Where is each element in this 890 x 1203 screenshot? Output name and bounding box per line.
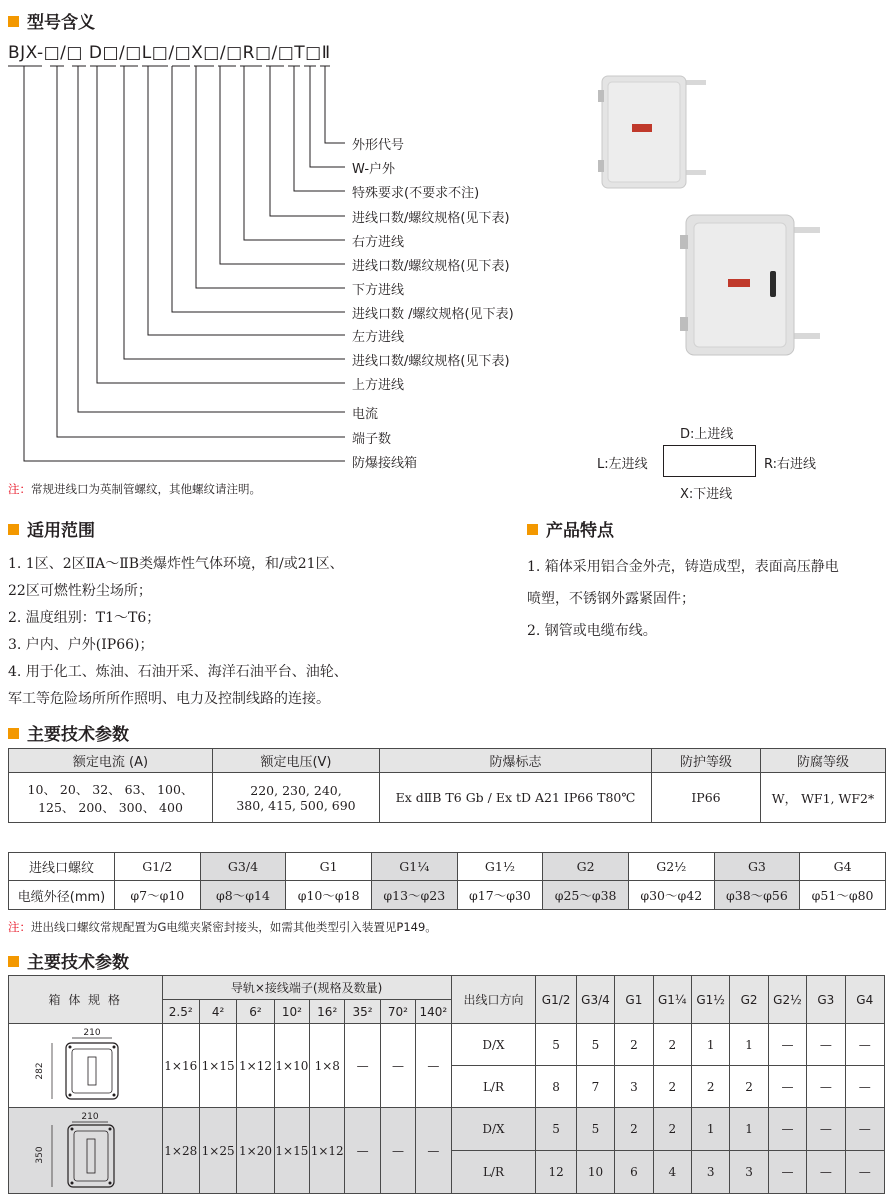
thread-cell: G2 <box>543 853 629 881</box>
rail-cell: — <box>416 1024 451 1108</box>
outlet-cell: 1 <box>730 1024 768 1066</box>
box-outline-drawing <box>30 1109 140 1189</box>
diameter-cell: φ7～φ10 <box>115 881 201 910</box>
table-cell: 220, 230, 240, 380, 415, 500, 690 <box>213 773 380 823</box>
thread-cell: G1¼ <box>371 853 457 881</box>
legend-item: 外形代号 <box>352 138 405 153</box>
table-cell: 10、 20、 32、 63、 100、 125、 200、 300、 400 <box>9 773 213 823</box>
diameter-cell: φ10～φ18 <box>286 881 372 910</box>
outlet-cell: 8 <box>536 1066 576 1108</box>
outlet-dir-cell: D/X <box>451 1108 536 1151</box>
outlet-cell: 1 <box>691 1024 729 1066</box>
rail-col-header: 16² <box>310 1000 345 1024</box>
legend-item: 特殊要求(不要求不注) <box>352 186 480 201</box>
thread-cell: G3/4 <box>200 853 286 881</box>
outlet-cell: 2 <box>653 1024 691 1066</box>
direction-left-label: L:左进线 <box>597 457 648 472</box>
legend-item: 进线口数/螺纹规格(见下表) <box>352 259 510 274</box>
outlet-cell: 1 <box>730 1108 768 1151</box>
rail-cell: 1×12 <box>310 1108 345 1194</box>
legend-item: 进线口数 /螺纹规格(见下表) <box>352 307 514 322</box>
product-photo-large <box>674 205 824 363</box>
outlet-col-header: G1½ <box>691 976 729 1024</box>
rail-cell: — <box>416 1108 451 1194</box>
outlet-dir-cell: L/R <box>451 1151 536 1194</box>
table-header: 额定电压(V) <box>213 749 380 773</box>
outlet-cell: — <box>768 1108 806 1151</box>
feature-item: 喷塑，不锈钢外露紧固件； <box>527 591 695 607</box>
outlet-cell: 5 <box>536 1024 576 1066</box>
spec-table <box>8 975 885 1194</box>
section-title-scope: 适用范围 <box>8 516 95 541</box>
outlet-cell: 2 <box>730 1066 768 1108</box>
legend-item: 右方进线 <box>352 235 405 250</box>
svg-text:282: 282 <box>35 1062 46 1080</box>
outlet-cell: — <box>845 1151 884 1194</box>
rail-col-header: 6² <box>237 1000 274 1024</box>
section-title-features: 产品特点 <box>527 516 614 541</box>
scope-item: 1. 1区、2区ⅡA～ⅡB类爆炸性气体环境，和/或21区、 <box>8 556 344 572</box>
diameter-cell: φ17～φ30 <box>457 881 543 910</box>
legend-item: 下方进线 <box>352 283 405 298</box>
box-drawing-cell <box>9 1024 163 1108</box>
rail-cell: 1×15 <box>199 1024 236 1108</box>
table-header: 额定电流 (A) <box>9 749 213 773</box>
rail-cell: 1×20 <box>237 1108 274 1194</box>
row-label: 电缆外径(mm) <box>9 881 115 910</box>
rail-cell: — <box>345 1108 380 1194</box>
outlet-col-header: G3 <box>807 976 845 1024</box>
rail-cell: — <box>345 1024 380 1108</box>
outlet-cell: — <box>845 1024 884 1066</box>
outlet-cell: — <box>807 1024 845 1066</box>
thread-cell: G1½ <box>457 853 543 881</box>
rail-header: 导轨×接线端子(规格及数量) <box>162 976 451 1000</box>
outlet-col-header: G1 <box>615 976 653 1024</box>
legend-item: 进线口数/螺纹规格(见下表) <box>352 211 510 226</box>
rail-cell: — <box>380 1024 415 1108</box>
outlet-cell: 12 <box>536 1151 576 1194</box>
legend-item: 电流 <box>352 407 379 422</box>
diameter-cell: φ13～φ23 <box>371 881 457 910</box>
table-cell: W， WF1, WF2* <box>761 773 886 823</box>
section-title-tech: 主要技术参数 <box>8 720 129 745</box>
box-drawing-cell <box>9 1108 163 1194</box>
rail-col-header: 140² <box>416 1000 451 1024</box>
note-cable-gland: 注：进出线口螺纹常规配置为G电缆夹紧密封接头，如需其他类型引入装置见P149。 <box>8 920 437 934</box>
thread-cell: G1/2 <box>115 853 201 881</box>
outlet-cell: 2 <box>653 1066 691 1108</box>
rail-cell: 1×25 <box>199 1108 236 1194</box>
model-code-diagram <box>0 0 560 470</box>
scope-item: 3. 户内、户外(IP66)； <box>8 637 154 653</box>
outlet-cell: 1 <box>691 1108 729 1151</box>
section-title-spec: 主要技术参数 <box>8 948 129 973</box>
feature-item: 1. 箱体采用铝合金外壳，铸造成型，表面高压静电 <box>527 559 839 575</box>
direction-down-label: X:下进线 <box>680 487 733 502</box>
outlet-cell: — <box>768 1024 806 1066</box>
outlet-cell: — <box>807 1108 845 1151</box>
rail-cell: 1×28 <box>162 1108 199 1194</box>
rail-col-header: 10² <box>274 1000 309 1024</box>
section-marker-icon <box>527 524 538 535</box>
outlet-col-header: G2½ <box>768 976 806 1024</box>
rail-col-header: 4² <box>199 1000 236 1024</box>
box-spec-header: 箱 体 规 格 <box>9 976 163 1024</box>
model-code: BJX-□/□ D□/□L□/□X□/□R□/□T□Ⅱ <box>8 43 331 63</box>
legend-item: W-户外 <box>352 162 396 177</box>
rail-cell: 1×15 <box>274 1108 309 1194</box>
legend-item: 左方进线 <box>352 330 405 345</box>
thread-cell: G4 <box>800 853 886 881</box>
diameter-cell: φ30～φ42 <box>628 881 714 910</box>
outlet-col-header: G1/2 <box>536 976 576 1024</box>
section-marker-icon <box>8 728 19 739</box>
outlet-cell: 6 <box>615 1151 653 1194</box>
thread-cell: G2½ <box>628 853 714 881</box>
legend-item: 防爆接线箱 <box>352 456 418 471</box>
outlet-cell: — <box>807 1066 845 1108</box>
feature-item: 2. 钢管或电缆布线。 <box>527 623 657 639</box>
features-list <box>527 551 839 647</box>
note-thread: 注：常规进线口为英制管螺纹，其他螺纹请注明。 <box>8 482 261 496</box>
table-cell: IP66 <box>652 773 761 823</box>
outlet-cell: — <box>807 1151 845 1194</box>
direction-right-label: R:右进线 <box>764 457 817 472</box>
box-outline-drawing <box>30 1025 140 1103</box>
scope-item: 2. 温度组别：T1～T6； <box>8 610 161 626</box>
outlet-cell: 2 <box>615 1108 653 1151</box>
outlet-cell: — <box>768 1066 806 1108</box>
tech-params-table <box>8 748 886 823</box>
rail-cell: 1×8 <box>310 1024 345 1108</box>
outlet-cell: 2 <box>615 1024 653 1066</box>
row-label: 进线口螺纹 <box>9 853 115 881</box>
outlet-cell: — <box>845 1108 884 1151</box>
product-photo-small <box>594 70 714 195</box>
legend-item: 上方进线 <box>352 378 405 393</box>
outlet-cell: 2 <box>691 1066 729 1108</box>
outlet-col-header: G3/4 <box>576 976 614 1024</box>
outlet-dir-cell: D/X <box>451 1024 536 1066</box>
thread-cell: G3 <box>714 853 800 881</box>
rail-col-header: 70² <box>380 1000 415 1024</box>
outlet-cell: 10 <box>576 1151 614 1194</box>
svg-text:210: 210 <box>81 1112 99 1122</box>
outlet-cell: 4 <box>653 1151 691 1194</box>
outlet-cell: 5 <box>536 1108 576 1151</box>
direction-up-label: D:上进线 <box>680 427 734 442</box>
outlet-cell: — <box>768 1151 806 1194</box>
scope-item: 4. 用于化工、炼油、石油开采、海洋石油平台、油轮、 <box>8 664 348 680</box>
outlet-cell: 5 <box>576 1108 614 1151</box>
outlet-dir-cell: L/R <box>451 1066 536 1108</box>
diameter-cell: φ51～φ80 <box>800 881 886 910</box>
outlet-col-header: G1¼ <box>653 976 691 1024</box>
thread-table <box>8 852 886 910</box>
rail-cell: 1×10 <box>274 1024 309 1108</box>
outlet-cell: 2 <box>653 1108 691 1151</box>
svg-text:350: 350 <box>35 1146 46 1164</box>
table-cell: Ex dⅡB T6 Gb / Ex tD A21 IP66 T80℃ <box>380 773 652 823</box>
diameter-cell: φ38～φ56 <box>714 881 800 910</box>
rail-col-header: 2.5² <box>162 1000 199 1024</box>
section-marker-icon <box>8 956 19 967</box>
outlet-cell: — <box>845 1066 884 1108</box>
scope-item: 军工等危险场所所作照明、电力及控制线路的连接。 <box>8 691 330 707</box>
diameter-cell: φ25～φ38 <box>543 881 629 910</box>
diameter-cell: φ8～φ14 <box>200 881 286 910</box>
outlet-cell: 3 <box>730 1151 768 1194</box>
table-header: 防腐等级 <box>761 749 886 773</box>
outlet-cell: 3 <box>691 1151 729 1194</box>
rail-cell: 1×12 <box>237 1024 274 1108</box>
direction-box <box>663 445 756 477</box>
rail-cell: 1×16 <box>162 1024 199 1108</box>
outlet-cell: 5 <box>576 1024 614 1066</box>
outlet-col-header: G4 <box>845 976 884 1024</box>
table-header: 防爆标志 <box>380 749 652 773</box>
outlet-cell: 7 <box>576 1066 614 1108</box>
scope-item: 22区可燃性粉尘场所； <box>8 583 152 599</box>
scope-list <box>8 551 348 713</box>
section-title-model: 型号含义 <box>8 8 95 33</box>
outlet-dir-header: 出线口方向 <box>451 976 536 1024</box>
rail-cell: — <box>380 1108 415 1194</box>
outlet-col-header: G2 <box>730 976 768 1024</box>
thread-cell: G1 <box>286 853 372 881</box>
legend-item: 进线口数/螺纹规格(见下表) <box>352 354 510 369</box>
outlet-cell: 3 <box>615 1066 653 1108</box>
svg-text:210: 210 <box>83 1028 101 1038</box>
table-header: 防护等级 <box>652 749 761 773</box>
section-marker-icon <box>8 524 19 535</box>
legend-item: 端子数 <box>352 432 392 447</box>
rail-col-header: 35² <box>345 1000 380 1024</box>
